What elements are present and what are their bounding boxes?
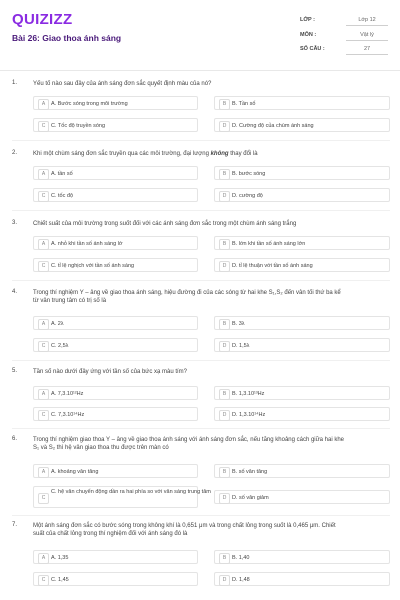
count-label: SỐ CÂU : <box>300 46 325 52</box>
divider <box>12 280 390 281</box>
divider <box>12 515 390 516</box>
option-text: C. hệ vân chuyển động dần ra hai phía so với vân sáng trung tâm <box>51 489 211 495</box>
option-a[interactable] <box>33 386 198 400</box>
option-letter: A <box>38 553 49 564</box>
question-text-line: suất của chất lỏng trong thí nghiệm đối với ánh sáng đó là <box>33 531 188 537</box>
option-c[interactable] <box>33 118 198 132</box>
option-text: A. Bước sóng trong môi trường <box>51 100 128 107</box>
option-text: C. Tốc độ truyền sóng <box>51 122 106 129</box>
option-letter: A <box>38 239 49 250</box>
class-label: LỚP : <box>300 17 315 23</box>
option-letter: C <box>38 493 49 504</box>
option-text: B. 1,40 <box>232 554 250 561</box>
option-letter: C <box>38 121 49 132</box>
option-text: C. 2,5λ <box>51 342 69 349</box>
option-text: B. số vân tăng <box>232 468 268 475</box>
count-value: 27 <box>346 46 388 55</box>
option-c[interactable] <box>33 486 211 508</box>
option-text: D. 1,48 <box>232 576 250 583</box>
option-c[interactable] <box>33 572 198 586</box>
option-letter: C <box>38 261 49 272</box>
option-c[interactable] <box>33 258 198 272</box>
question-number: 4. <box>12 289 18 295</box>
option-a[interactable] <box>33 236 198 250</box>
option-letter: D <box>219 410 230 421</box>
option-a[interactable] <box>33 96 198 110</box>
divider <box>12 210 390 211</box>
question-text-emphasis: không <box>210 151 229 157</box>
option-letter: A <box>38 467 49 478</box>
option-d[interactable] <box>214 188 390 202</box>
option-letter: B <box>219 319 230 330</box>
option-letter: B <box>219 239 230 250</box>
option-c[interactable] <box>33 338 198 352</box>
question-text-line: Một ánh sáng đơn sắc có bước sóng trong không khí là 0,651 μm và trong chất lỏng trong suốt là 0,465 μm. Chiết <box>33 523 336 529</box>
option-letter: C <box>38 341 49 352</box>
option-b[interactable] <box>214 236 390 250</box>
option-a[interactable] <box>33 316 198 330</box>
option-text: B. Tần số <box>232 100 256 107</box>
option-letter: D <box>219 121 230 132</box>
option-letter: A <box>38 99 49 110</box>
question-number: 2. <box>12 150 18 156</box>
subject-label: MÔN : <box>300 32 317 38</box>
header <box>0 0 400 71</box>
question-text <box>33 436 391 452</box>
option-c[interactable] <box>33 407 198 421</box>
question-text <box>33 150 391 158</box>
option-letter: B <box>219 99 230 110</box>
option-letter: D <box>219 493 230 504</box>
divider <box>12 428 390 429</box>
option-d[interactable] <box>214 490 390 504</box>
option-text: A. nhỏ khi tần số ánh sáng lớ <box>51 240 123 247</box>
option-text: A. 2λ <box>51 320 64 327</box>
option-letter: D <box>219 261 230 272</box>
option-text: B. 3λ <box>232 320 245 327</box>
question-text-line: Trong thí nghiệm Y – âng về giao thoa ánh sáng, hiệu đường đi của các sóng từ hai khe S₁,S₂ đến vân tối thứ ba kể <box>33 290 341 296</box>
option-c[interactable] <box>33 188 198 202</box>
option-letter: D <box>219 341 230 352</box>
question-text-line: từ vân trung tâm có trị số là <box>33 298 107 304</box>
option-text: D. 1,5λ <box>232 342 250 349</box>
question-number: 5. <box>12 368 18 374</box>
option-letter: D <box>219 575 230 586</box>
option-text: D. Cường độ của chùm ánh sáng <box>232 122 314 129</box>
question-text: Tần số nào dưới đây ứng với tần số của bức xạ màu tím? <box>33 369 187 375</box>
option-d[interactable] <box>214 407 390 421</box>
option-text: B. bước sóng <box>232 170 266 177</box>
option-letter: C <box>38 410 49 421</box>
question-number: 7. <box>12 522 18 528</box>
class-value: Lớp 12 <box>346 17 388 26</box>
question-text: Chiết suất của môi trường trong suốt đối với các ánh sáng đơn sắc trong một chùm ánh sáng trắng <box>33 221 297 227</box>
question-text-part: Khi một chùm sáng đơn sắc truyền qua các môi trường, đại lượng <box>33 151 211 157</box>
question-text <box>33 522 391 538</box>
option-text: A. tần số <box>51 170 73 177</box>
option-b[interactable] <box>214 386 390 400</box>
option-text: C. tỉ lệ nghịch với tần số ánh sáng <box>51 262 135 269</box>
option-letter: C <box>38 575 49 586</box>
option-text: A. khoảng vân tăng <box>51 468 99 475</box>
divider <box>12 360 390 361</box>
option-letter: C <box>38 191 49 202</box>
option-d[interactable] <box>214 572 390 586</box>
option-letter: A <box>38 389 49 400</box>
question-text: Yếu tố nào sau đây của ánh sáng đơn sắc quyết định màu của nó? <box>33 81 212 87</box>
option-text: B. lớn khi tần số ánh sáng lớn <box>232 240 306 247</box>
option-d[interactable] <box>214 258 390 272</box>
option-d[interactable] <box>214 118 390 132</box>
option-b[interactable] <box>214 166 390 180</box>
option-text: C. 7,3.10¹⁴Hz <box>51 411 85 418</box>
option-letter: A <box>38 169 49 180</box>
subject-value: Vật lý <box>346 32 388 41</box>
question-text-line: S₁ và S₂ thì hệ vân giao thoa thu được trên màn có <box>33 445 169 451</box>
option-d[interactable] <box>214 338 390 352</box>
page-title: Bài 26: Giao thoa ánh sáng <box>12 33 122 43</box>
question-number: 1. <box>12 80 18 86</box>
option-letter: D <box>219 191 230 202</box>
option-b[interactable] <box>214 316 390 330</box>
option-text: C. 1,45 <box>51 576 69 583</box>
option-letter: B <box>219 467 230 478</box>
question-text-part: thay đổi là <box>228 151 258 157</box>
option-letter: B <box>219 169 230 180</box>
question-number: 6. <box>12 436 18 442</box>
option-letter: A <box>38 319 49 330</box>
option-text: A. 7,3.10¹²Hz <box>51 390 84 397</box>
option-letter: B <box>219 389 230 400</box>
option-text: D. 1,3.10¹⁴Hz <box>232 411 266 418</box>
question-text <box>33 289 391 305</box>
option-a[interactable] <box>33 464 198 478</box>
option-text: D. tỉ lệ thuận với tần số ánh sáng <box>232 262 313 269</box>
divider <box>12 140 390 141</box>
option-a[interactable] <box>33 166 198 180</box>
quizizz-logo: QUIZIZZ <box>12 11 73 28</box>
option-letter: B <box>219 553 230 564</box>
question-number: 3. <box>12 220 18 226</box>
option-text: D. số vân giảm <box>232 494 269 501</box>
option-text: A. 1,35 <box>51 554 69 561</box>
option-b[interactable] <box>214 96 390 110</box>
option-text: C. tốc độ <box>51 192 74 199</box>
option-text: D. cường độ <box>232 192 263 199</box>
option-text: B. 1,3.10¹³Hz <box>232 390 265 397</box>
option-b[interactable] <box>214 464 390 478</box>
option-b[interactable] <box>214 550 390 564</box>
option-a[interactable] <box>33 550 198 564</box>
question-text-line: Trong thí nghiệm giao thoa Y – âng về giao thoa ánh sáng với ánh sáng đơn sắc, nếu tăng khoảng cách giữa hai khe <box>33 437 344 443</box>
